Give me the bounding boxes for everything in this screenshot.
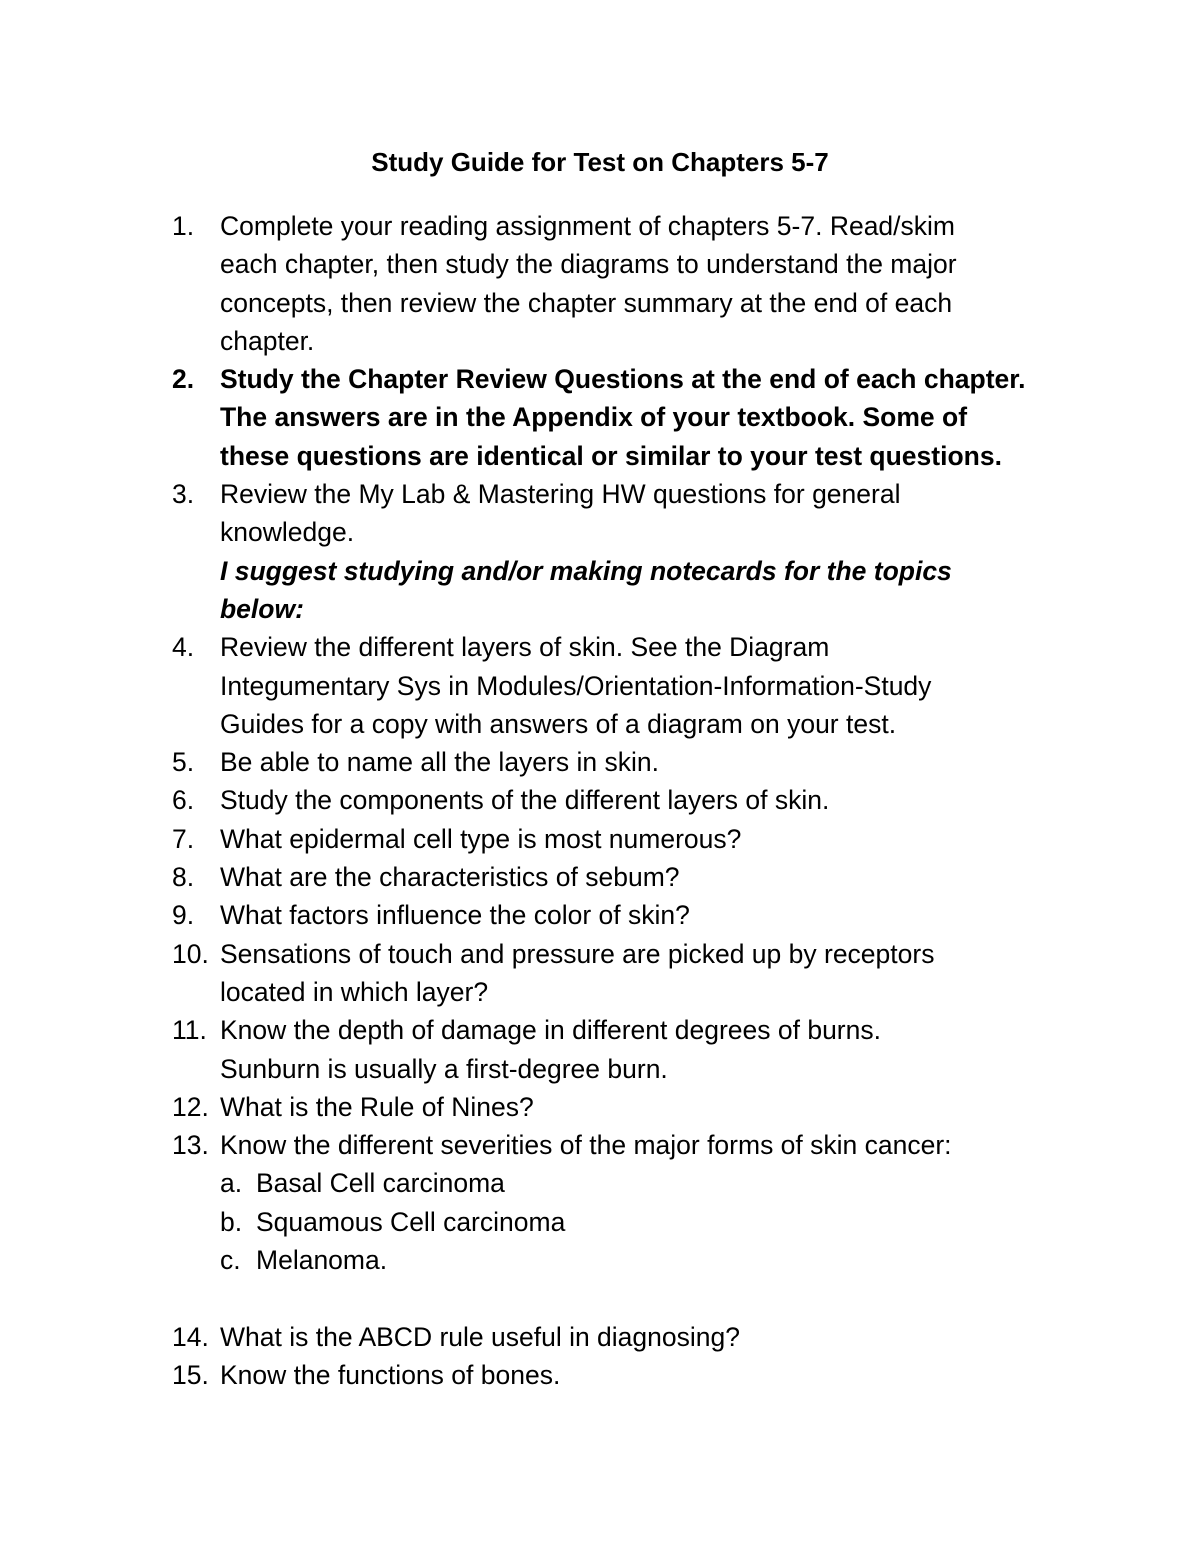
item-number: 15. bbox=[172, 1359, 209, 1390]
item-text-line: The answers are in the Appendix of your textbook. Some of bbox=[220, 402, 968, 433]
item-number: 6. bbox=[172, 785, 195, 816]
item-text-line: What is the ABCD rule useful in diagnosing? bbox=[220, 1321, 740, 1352]
list-item-10 bbox=[0, 935, 1100, 1012]
item-text-line: Know the depth of damage in different degrees of burns. bbox=[220, 1015, 881, 1046]
list-item-13 bbox=[0, 1126, 1100, 1164]
item-text-line: Sensations of touch and pressure are picked up by receptors bbox=[220, 938, 935, 969]
list-item-8 bbox=[0, 858, 1100, 896]
item-text-line: these questions are identical or similar to your test questions. bbox=[220, 440, 1002, 471]
item-number: 14. bbox=[172, 1321, 209, 1352]
item-text-line: knowledge. bbox=[220, 517, 355, 548]
item-number: 5. bbox=[172, 747, 195, 778]
item-number: 10. bbox=[172, 938, 209, 969]
sub-item-c bbox=[0, 1241, 1200, 1279]
list-item-14 bbox=[0, 1318, 1100, 1356]
item-text-line: What are the characteristics of sebum? bbox=[220, 862, 680, 893]
item-number: 4. bbox=[172, 632, 195, 663]
sub-item-a bbox=[0, 1164, 1200, 1202]
item-text-line: concepts, then review the chapter summary at the end of each bbox=[220, 287, 953, 318]
list-item-15 bbox=[0, 1356, 1100, 1394]
item-text-line: Know the functions of bones. bbox=[220, 1359, 561, 1390]
study-list bbox=[0, 207, 1200, 1394]
item-number: 12. bbox=[172, 1091, 209, 1122]
item-text-line: Review the different layers of skin. See the Diagram bbox=[220, 632, 830, 663]
item-text-line: Guides for a copy with answers of a diagram on your test. bbox=[220, 708, 897, 739]
item-text-line: Be able to name all the layers in skin. bbox=[220, 747, 659, 778]
list-item-5 bbox=[0, 743, 1100, 781]
sub-item-text: Basal Cell carcinoma bbox=[256, 1168, 505, 1199]
item-text-line: chapter. bbox=[220, 325, 315, 356]
suggestion-note: I suggest studying and/or making notecards for the topics bbox=[220, 555, 952, 586]
sub-item-letter: b. bbox=[220, 1206, 243, 1237]
item-number: 9. bbox=[172, 900, 195, 931]
item-number: 11. bbox=[172, 1015, 207, 1046]
item-number: 2. bbox=[172, 364, 195, 395]
sub-item-letter: c. bbox=[220, 1245, 241, 1276]
item-number: 7. bbox=[172, 823, 195, 854]
item-text-line: What factors influence the color of skin? bbox=[220, 900, 690, 931]
item-text-line: Study the Chapter Review Questions at the end of each chapter. bbox=[220, 364, 1026, 395]
list-item-12 bbox=[0, 1088, 1100, 1126]
item-text-line: Study the components of the different layers of skin. bbox=[220, 785, 830, 816]
list-item-7 bbox=[0, 820, 1100, 858]
list-item-3 bbox=[0, 475, 1100, 628]
sub-item-b bbox=[0, 1203, 1200, 1241]
item-text-line: Sunburn is usually a first-degree burn. bbox=[220, 1053, 668, 1084]
item-text-line: Complete your reading assignment of chapters 5-7. Read/skim bbox=[220, 211, 955, 241]
item-text-line: What epidermal cell type is most numerous? bbox=[220, 823, 742, 854]
list-item-9 bbox=[0, 896, 1100, 934]
list-item-1 bbox=[0, 207, 1100, 360]
list-item-11 bbox=[0, 1011, 1100, 1088]
sub-item-text: Melanoma. bbox=[256, 1245, 388, 1276]
item-text-line: Review the My Lab & Mastering HW questions for general bbox=[220, 479, 901, 510]
item-text-line: located in which layer? bbox=[220, 976, 489, 1007]
list-item-2 bbox=[0, 360, 1100, 475]
blank-line bbox=[0, 1279, 1200, 1317]
item-number: 13. bbox=[172, 1130, 209, 1161]
item-number: 8. bbox=[172, 862, 195, 893]
list-item-4 bbox=[0, 628, 1100, 743]
list-item-6 bbox=[0, 781, 1100, 819]
suggestion-note: below: bbox=[220, 593, 304, 624]
item-number: 1. bbox=[172, 211, 195, 241]
item-text-line: Know the different severities of the major forms of skin cancer: bbox=[220, 1130, 952, 1161]
sub-item-letter: a. bbox=[220, 1168, 243, 1199]
sub-item-text: Squamous Cell carcinoma bbox=[256, 1206, 566, 1237]
item-text-line: What is the Rule of Nines? bbox=[220, 1091, 534, 1122]
item-number: 3. bbox=[172, 479, 195, 510]
item-text-line: each chapter, then study the diagrams to understand the major bbox=[220, 249, 957, 280]
page-title: Study Guide for Test on Chapters 5-7 bbox=[371, 147, 829, 177]
item-text-line: Integumentary Sys in Modules/Orientation-Information-Study bbox=[220, 670, 932, 701]
